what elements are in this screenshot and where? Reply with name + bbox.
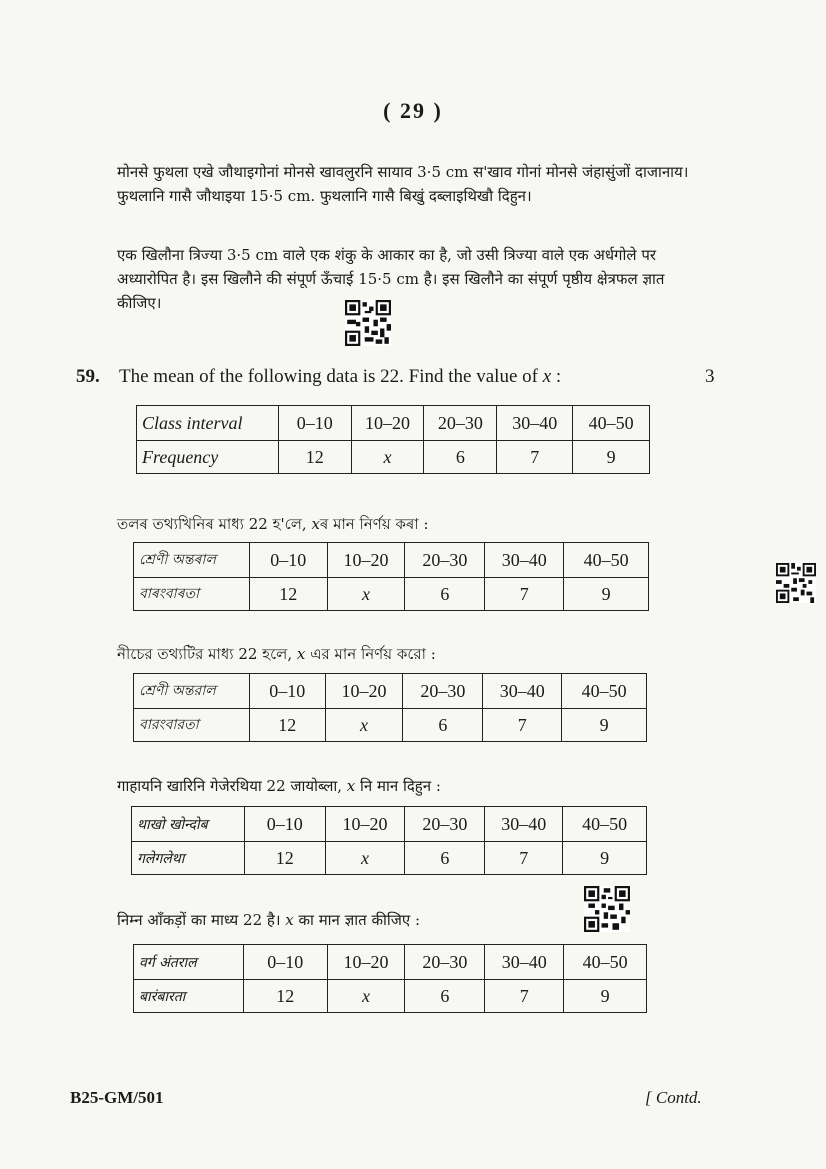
bengali-question-text: নীচের তথ্যটির মাধ্য 22 হলে, x এর মান নির্ণয় করো : [117,645,436,663]
frequency-cell: 9 [563,842,647,875]
data-table [136,405,650,474]
frequency-cell: 9 [573,441,650,474]
frequency-cell: 7 [485,842,563,875]
class-cell: 20–30 [424,406,497,441]
frequency-cell: 6 [405,842,485,875]
frequency-cell: 12 [278,441,351,474]
class-cell: 40–50 [563,807,647,842]
frequency-cell: 7 [483,709,562,742]
class-cell: 30–40 [485,543,564,578]
frequency-cell: 7 [485,980,564,1013]
class-cell: 40–50 [573,406,650,441]
class-cell: 40–50 [562,674,647,709]
frequency-cell: 6 [405,578,485,611]
data-table [133,542,649,611]
frequency-cell: x [325,709,403,742]
frequency-cell: 12 [243,980,327,1013]
class-cell: 0–10 [249,543,327,578]
frequency-cell: x [327,980,405,1013]
frequency-cell: 7 [485,578,564,611]
bodo-table-question-text: गाहायनि खारिनि गेजेरथिया 22 जायोब्ला, x नि मान दिहुन : [117,777,441,795]
frequency-cell: 7 [497,441,573,474]
hindi-question-text: एक खिलौना त्रिज्या 3·5 cm वाले एक शंकु के आकार का है, जो उसी त्रिज्या वाले एक अर्धगोले पर अध्यारोपित है। इस खिलौने की संपूर्ण ऊँचाई 15·5 cm है। इस खिलौने का संपूर्ण पृष्ठीय क्षेत्रफल ज्ञात कीजिए। [117,246,665,312]
assamese-question-text: তলৰ তথ্যখিনিৰ মাধ্য 22 হ'লে, xৰ মান নিৰ্ণয় কৰা : [117,515,429,533]
class-cell: 10–20 [351,406,424,441]
hindi-table-question-text: निम्न आँकड़ों का माध्य 22 है। x का मान ज्ञात कीजिए : [117,911,421,929]
frequency-cell: 6 [403,709,483,742]
frequency-cell: 6 [424,441,497,474]
class-cell: 30–40 [485,807,563,842]
data-table [133,673,647,742]
marks-label: 3 [705,366,715,387]
qr-code-icon [584,886,630,932]
row-label-class-interval: थाखो खोन्दोब [132,807,245,842]
frequency-cell: 9 [564,578,649,611]
class-cell: 30–40 [497,406,573,441]
frequency-cell: 12 [249,709,325,742]
data-table [131,806,647,875]
class-cell: 20–30 [403,674,483,709]
row-label-class-interval: वर्ग अंतराल [134,945,244,980]
paper-code: B25-GM/501 [70,1088,164,1107]
row-label-frequency: बारंबारता [134,980,244,1013]
bodo-question-text: मोनसे फुथला एखे जौथाइगोनां मोनसे खावलुरनि सायाव 3·5 cm स'खाव गोनां मोनसे जंहासुंजों दाजानाय। फुथलानि गासै जौथाइया 15·5 cm. फुथलानि गासै बिखुं दब्लाइथिखौ दिहुन। [117,163,689,205]
frequency-cell: x [351,441,424,474]
row-label-frequency: Frequency [137,441,279,474]
class-cell: 20–30 [405,543,485,578]
qr-code-icon [776,563,816,603]
class-cell: 0–10 [249,674,325,709]
class-cell: 0–10 [244,807,325,842]
frequency-cell: 12 [249,578,327,611]
row-label-frequency: বারংবারতা [134,709,250,742]
question-text: The mean of the following data is 22. Find the value of x : [119,366,562,387]
class-cell: 0–10 [243,945,327,980]
class-cell: 30–40 [483,674,562,709]
class-cell: 30–40 [485,945,564,980]
row-label-class-interval: শ্রেণী অন্তরাল [134,674,250,709]
question-number: 59. [76,366,100,387]
class-cell: 10–20 [327,543,405,578]
row-label-frequency: गलेगलेथा [132,842,245,875]
class-cell: 10–20 [327,945,405,980]
class-cell: 40–50 [564,945,647,980]
frequency-cell: 9 [564,980,647,1013]
class-cell: 20–30 [405,807,485,842]
class-cell: 0–10 [278,406,351,441]
class-cell: 20–30 [405,945,485,980]
qr-code-icon [345,300,391,346]
data-table [133,944,647,1013]
row-label-frequency: বাৰংবাৰতা [134,578,250,611]
class-cell: 40–50 [564,543,649,578]
row-label-class-interval: শ্ৰেণী অন্তৰাল [134,543,250,578]
frequency-cell: x [325,842,405,875]
frequency-cell: 6 [405,980,485,1013]
frequency-cell: 9 [562,709,647,742]
class-cell: 10–20 [325,807,405,842]
frequency-cell: 12 [244,842,325,875]
class-cell: 10–20 [325,674,403,709]
frequency-cell: x [327,578,405,611]
continued-label: [ Contd. [645,1088,702,1107]
page-number: ( 29 ) [383,98,443,123]
row-label-class-interval: Class interval [137,406,279,441]
